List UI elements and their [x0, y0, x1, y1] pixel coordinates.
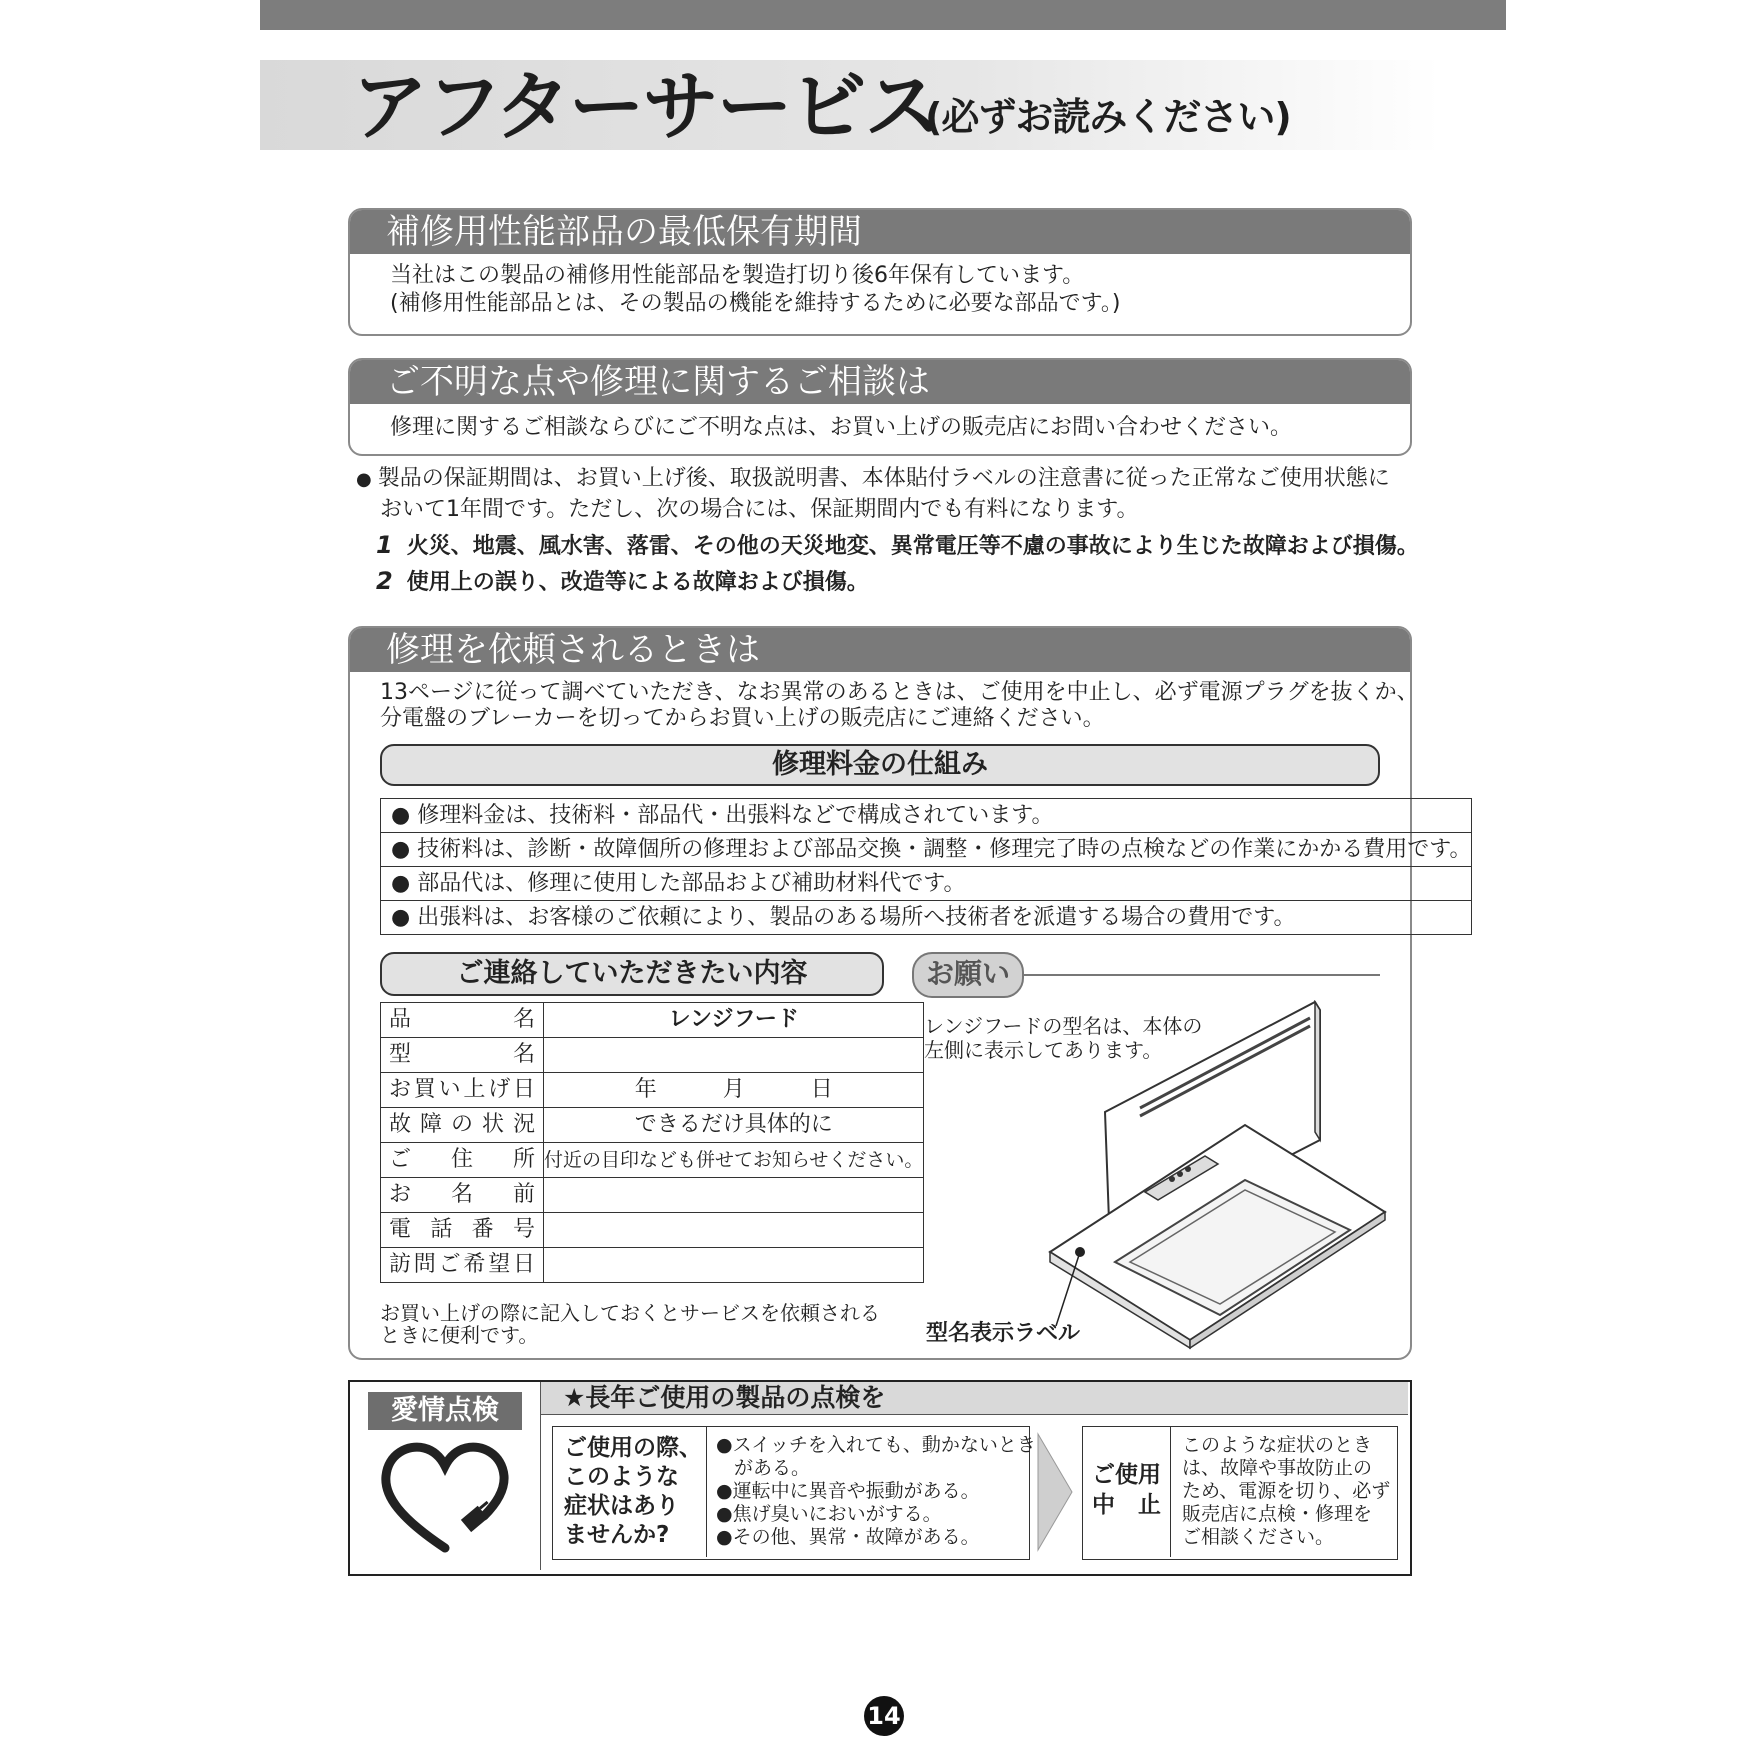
- stop-line: ご使用: [1092, 1462, 1161, 1488]
- model-label-caption: 型名表示ラベル: [926, 1321, 1081, 1346]
- contact-note-line: お買い上げの際に記入しておくとサービスを依頼される: [380, 1301, 880, 1325]
- warranty-item-2: [376, 566, 869, 598]
- table-row: [381, 1248, 924, 1283]
- stop-divider: [1170, 1427, 1171, 1557]
- heart-plug-icon: [380, 1440, 510, 1560]
- parts-retention-heading: 補修用性能部品の最低保有期間: [350, 210, 1410, 254]
- parts-retention-text: [350, 254, 1410, 318]
- symptom-text: スイッチを入れても、動かないとき: [732, 1434, 1036, 1456]
- repair-heading: 修理を依頼されるときは: [350, 628, 1410, 672]
- contact-info-title: ご連絡していただきたい内容: [380, 952, 884, 996]
- arrow-right-icon: [1036, 1432, 1074, 1552]
- request-line: レンジフードの型名は、本体の: [924, 1014, 1203, 1038]
- table-row: [381, 1073, 924, 1108]
- repair-intro-line: 13ページに従って調べていただき、なお異常のあるときは、ご使用を中止し、必ず電源プラグを抜くか、: [380, 680, 1419, 705]
- warranty-line-text: 製品の保証期間は、お買い上げ後、取扱説明書、本体貼付ラベルの注意書に従った正常なご使用状態に: [377, 466, 1390, 491]
- list-item: [716, 1503, 1036, 1526]
- fee-row: [381, 901, 1472, 935]
- form-value: 付近の目印なども併せてお知らせください。: [544, 1143, 924, 1178]
- fee-row-text: 修理料金は、技術料・部品代・出張料などで構成されています。: [417, 803, 1054, 828]
- care-check-heading: ★長年ご使用の製品の点検を: [541, 1382, 1408, 1415]
- page-title-note: (必ずお読みください): [925, 95, 1291, 139]
- form-value: 年 月 日: [544, 1073, 924, 1108]
- page-number: 14: [864, 1696, 904, 1736]
- bullet-dot-icon: ●: [716, 1480, 733, 1502]
- fee-row-text: 技術料は、診断・故障個所の修理および部品交換・調整・修理完了時の点検などの作業にかかる費用です。: [417, 837, 1472, 862]
- form-value: [544, 1248, 924, 1283]
- table-row: [381, 1213, 924, 1248]
- symptom-text: その他、異常・故障がある。: [732, 1526, 980, 1548]
- top-bar: [260, 0, 1506, 30]
- warranty-item-1: [376, 530, 1419, 562]
- table-row: [381, 799, 1472, 833]
- request-divider: [1022, 974, 1380, 976]
- table-row: [381, 1038, 924, 1073]
- form-label: 型名: [381, 1038, 544, 1073]
- symptom-list: [716, 1434, 1036, 1549]
- bullet-dot-icon: ●: [356, 469, 372, 490]
- table-row: [381, 1003, 924, 1038]
- bullet-dot-icon: ●: [391, 803, 418, 828]
- question-line: このような: [564, 1464, 679, 1490]
- table-row: [381, 901, 1472, 935]
- form-label: 故障の状況: [381, 1108, 544, 1143]
- warranty-item-number: 1: [376, 531, 393, 559]
- contact-note: [380, 1302, 880, 1346]
- form-label: 電話番号: [381, 1213, 544, 1248]
- question-line: ご使用の際、: [564, 1435, 702, 1461]
- form-label: お名前: [381, 1178, 544, 1213]
- symptom-divider: [706, 1427, 707, 1557]
- consult-text: 修理に関するご相談ならびにご不明な点は、お買い上げの販売店にお問い合わせください。: [390, 415, 1293, 440]
- fee-row: [381, 799, 1472, 833]
- warranty-text: [356, 464, 1390, 525]
- fee-row-text: 出張料は、お客様のご依頼により、製品のある場所へ技術者を派遣する場合の費用です。: [417, 905, 1296, 930]
- table-row: [381, 867, 1472, 901]
- fee-structure-title: 修理料金の仕組み: [380, 744, 1380, 786]
- bullet-dot-icon: ●: [391, 871, 418, 896]
- form-value: レンジフード: [544, 1003, 924, 1038]
- contact-note-line: ときに便利です。: [380, 1323, 539, 1347]
- symptom-text: 焦げ臭いにおいがする。: [732, 1503, 942, 1525]
- list-item: [716, 1434, 1036, 1457]
- repair-intro: [380, 680, 1419, 732]
- table-row: [381, 1178, 924, 1213]
- form-value: [544, 1213, 924, 1248]
- symptom-question: [564, 1434, 702, 1550]
- request-line: 左側に表示してあります。: [924, 1038, 1163, 1062]
- bullet-dot-icon: ●: [716, 1503, 733, 1525]
- table-row: [381, 1108, 924, 1143]
- bullet-dot-icon: ●: [391, 837, 418, 862]
- bullet-dot-icon: ●: [391, 905, 418, 930]
- request-badge: お願い: [912, 952, 1024, 998]
- stop-description: [1182, 1434, 1390, 1549]
- table-row: [381, 833, 1472, 867]
- fee-table: [380, 798, 1472, 935]
- bullet-dot-icon: ●: [716, 1526, 733, 1548]
- stop-desc-line: ご相談ください。: [1182, 1526, 1335, 1548]
- question-line: ませんか?: [564, 1522, 670, 1548]
- list-item: がある。: [734, 1457, 811, 1479]
- page-title: アフターサービス: [352, 62, 939, 151]
- parts-retention-line: (補修用性能部品とは、その製品の機能を維持するために必要な部品です。): [390, 291, 1121, 316]
- consult-panel: [348, 358, 1412, 456]
- stop-desc-line: は、故障や事故防止の: [1182, 1457, 1373, 1479]
- warranty-item-number: 2: [376, 567, 393, 595]
- stop-desc-line: ため、電源を切り、必ず: [1182, 1480, 1391, 1502]
- stop-desc-line: このような症状のとき: [1182, 1434, 1373, 1456]
- care-check-tag: 愛情点検: [368, 1392, 522, 1430]
- form-value: [544, 1038, 924, 1073]
- warranty-item-text: 使用上の誤り、改造等による故障および損傷。: [406, 570, 869, 595]
- form-value: できるだけ具体的に: [544, 1108, 924, 1143]
- symptom-text: 運転中に異音や振動がある。: [732, 1480, 980, 1502]
- range-hood-illustration: [1040, 1000, 1390, 1350]
- question-line: 症状はあり: [564, 1493, 679, 1519]
- fee-row-text: 部品代は、修理に使用した部品および補助材料代です。: [417, 871, 966, 896]
- fee-row: [381, 833, 1472, 867]
- consult-heading: ご不明な点や修理に関するご相談は: [350, 360, 1410, 404]
- list-item: [716, 1480, 1036, 1503]
- parts-retention-panel: [348, 208, 1412, 336]
- stop-desc-line: 販売店に点検・修理を: [1182, 1503, 1373, 1525]
- warranty-item-text: 火災、地震、風水害、落雷、その他の天災地変、異常電圧等不慮の事故により生じた故障および損傷。: [406, 534, 1419, 559]
- bullet-dot-icon: ●: [716, 1434, 733, 1456]
- list-item: [716, 1526, 1036, 1549]
- form-label: 訪問ご希望日: [381, 1248, 544, 1283]
- repair-intro-line: 分電盤のブレーカーを切ってからお買い上げの販売店にご連絡ください。: [380, 706, 1105, 731]
- fee-row: [381, 867, 1472, 901]
- warranty-line-2: おいて1年間です。ただし、次の場合には、保証期間内でも有料になります。: [380, 497, 1139, 522]
- form-value: [544, 1178, 924, 1213]
- parts-retention-line: 当社はこの製品の補修用性能部品を製造打切り後6年保有しています。: [390, 263, 1085, 288]
- stop-line: 中 止: [1092, 1492, 1161, 1518]
- form-label: お買い上げ日: [381, 1073, 544, 1108]
- stop-use-label: [1092, 1460, 1161, 1520]
- form-label: 品名: [381, 1003, 544, 1038]
- contact-form-table: [380, 1002, 924, 1283]
- warranty-line-1: [356, 464, 1390, 495]
- form-label: ご住所: [381, 1143, 544, 1178]
- table-row: [381, 1143, 924, 1178]
